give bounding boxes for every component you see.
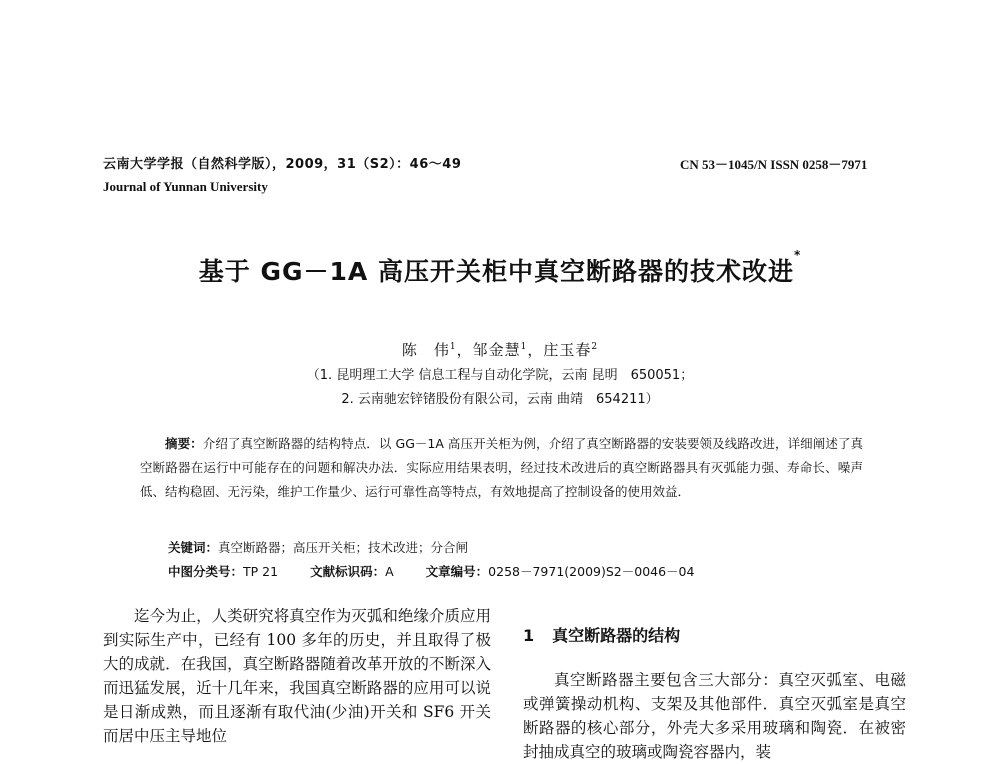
doc-code-value: A [385, 564, 394, 579]
author-name: 陈 伟 [401, 341, 450, 359]
body-right-paragraph: 真空断路器主要包含三大部分：真空灭弧室、电磁或弹簧操动机构、支架及其他部件．真空灭弧室是真空断路器的核心部分，外壳大多采用玻璃和陶瓷．在被密封抽成真空的玻璃或陶瓷容器内，装 [523, 671, 906, 761]
abstract [140, 432, 863, 504]
section-title: 真空断路器的结构 [552, 626, 681, 645]
doc-code-label: 文献标识码： [310, 564, 386, 579]
issn-line: CN 53－1045/N ISSN 0258－7971 [680, 157, 868, 172]
article-number-value: 0258－7971(2009)S2－0046－04 [488, 564, 695, 579]
author-name: 邹金慧 [472, 341, 521, 359]
section-number: 1 [523, 626, 535, 645]
abstract-label: 摘要： [165, 436, 203, 451]
title-footnote-mark: * [793, 248, 802, 262]
article-number-label: 文章编号： [425, 564, 489, 579]
author-affil-mark: 1 [449, 342, 457, 352]
author-separator: ， [527, 341, 544, 359]
section-heading [523, 623, 680, 646]
keywords [168, 538, 468, 556]
journal-english-name: Journal of Yunnan University [103, 179, 268, 194]
classification-line [168, 562, 694, 580]
author-affil-mark: 1 [520, 342, 528, 352]
author-list [0, 339, 1000, 360]
abstract-text: 介绍了真空断路器的结构特点．以 GG－1A 高压开关柜为例，介绍了真空断路器的安装要领及线路改进，详细阐述了真空断路器在运行中可能存在的问题和解决办法．实际应用结果表明，经过技术改进后的真空断路器具有灭弧能力强、寿命长、噪声低、结构稳固、无污染，维护工作量少、运行可靠性高等特点，有效地提高了控制设备的使用效益． [140, 436, 863, 499]
keywords-text: 真空断路器；高压开关柜；技术改进；分合闸 [218, 540, 469, 555]
paper-title-text: 基于 GG－1A 高压开关柜中真空断路器的技术改进 [198, 257, 794, 286]
author-separator: ， [456, 341, 473, 359]
clc-value: TP 21 [243, 564, 279, 579]
clc-label: 中图分类号： [168, 564, 244, 579]
author-affil-mark: 2 [591, 342, 599, 352]
body-left-paragraph: 迄今为止，人类研究将真空作为灭弧和绝缘介质应用到实际生产中，已经有 100 多年的历史，并且取得了极大的成就．在我国，真空断路器随着改革开放的不断深入而迅猛发展，近十几年来，我国真空断路器的应用可以说是日渐成熟，而且逐渐有取代油(少油)开关和 SF6 开关而居中压主导地位 [103, 607, 491, 745]
affiliation-1: （1. 昆明理工大学 信息工程与自动化学院，云南 昆明 650051； [306, 368, 694, 383]
paper-title [0, 248, 1000, 288]
affiliation-2: 2. 云南驰宏锌锗股份有限公司，云南 曲靖 654211） [341, 392, 659, 407]
keywords-label: 关键词： [168, 540, 219, 555]
journal-citation: 云南大学学报（自然科学版），2009，31（S2）：46～49 [103, 157, 462, 172]
author-name: 庄玉春 [543, 341, 592, 359]
